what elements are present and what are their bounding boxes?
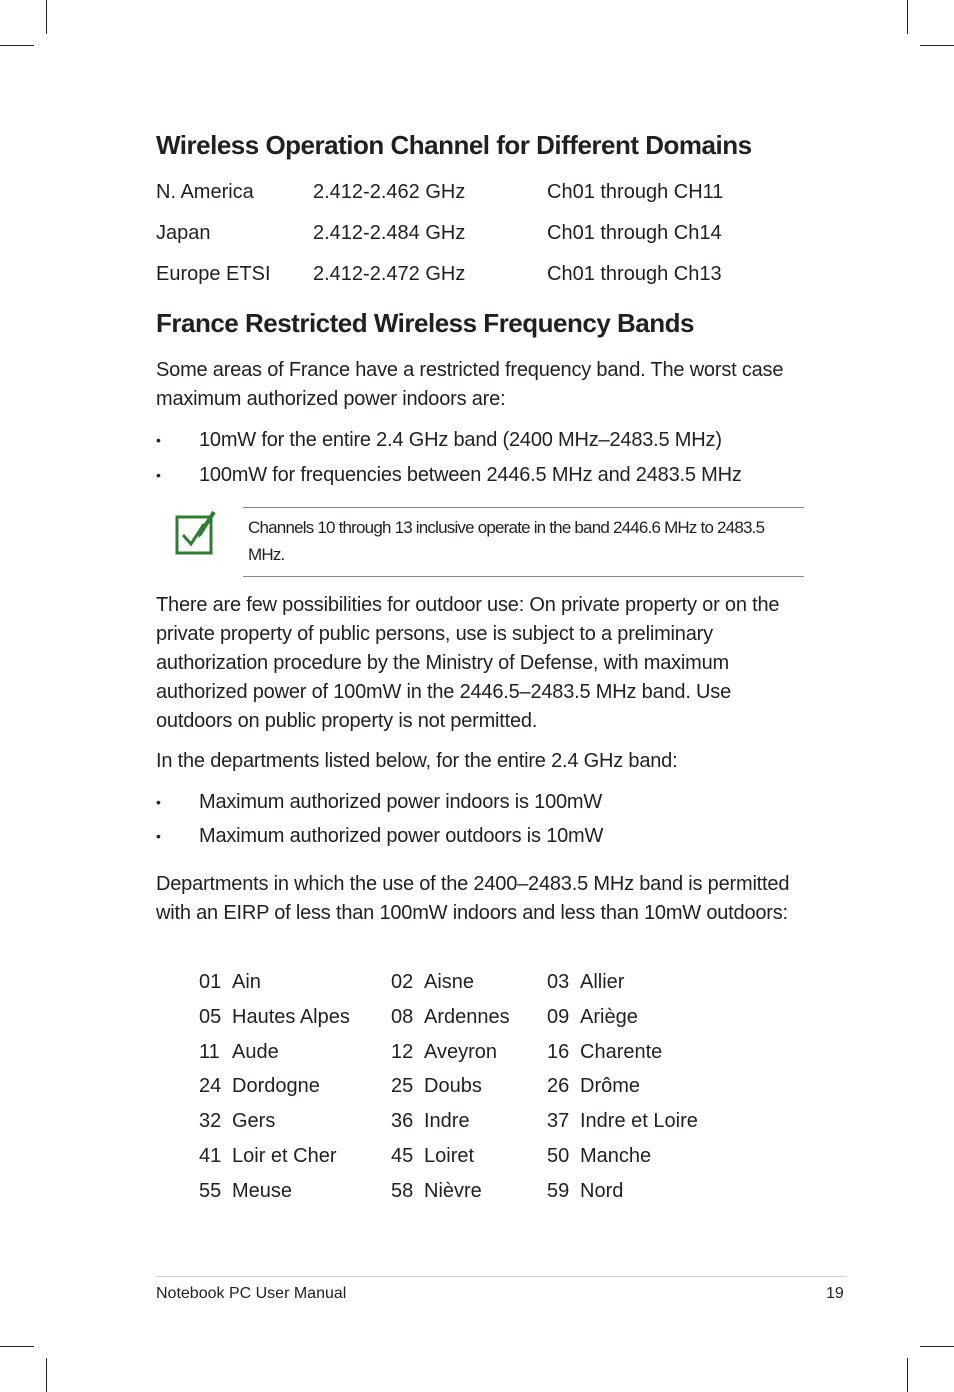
department-number: 08 [391,1005,414,1028]
department-number: 55 [199,1179,222,1202]
department-number: 26 [547,1075,570,1098]
bullet-text: Maximum authorized power outdoors is 10mW [199,825,604,847]
department-number: 25 [391,1075,414,1098]
bullet-dot: • [156,794,161,810]
department-name: Hautes Alpes [232,1005,350,1028]
intro-paragraph: Some areas of France have a restricted frequency band. The worst case maximum authorized power indoors are: [156,359,784,410]
department-name: Loiret [424,1145,475,1167]
domain-channels: Ch01 through Ch13 [547,263,722,285]
department-name: Dordogne [232,1075,320,1098]
department-number: 09 [547,1005,570,1028]
note-pencil-icon [174,508,216,556]
page-number: 19 [826,1285,844,1302]
domain-frequency: 2.412-2.472 GHz [313,263,466,285]
department-name: Gers [232,1110,276,1133]
department-number: 24 [199,1075,222,1098]
bullet-dot: • [156,432,161,448]
department-number: 59 [547,1179,570,1202]
department-number: 45 [391,1145,414,1167]
crop-mark [920,45,954,46]
department-number: 50 [547,1145,570,1167]
crop-mark [920,1346,954,1347]
department-name: Charente [580,1040,663,1063]
department-name: Ariège [580,1005,638,1028]
domain-region: Japan [156,222,211,244]
crop-mark [46,0,47,34]
domain-channels: Ch01 through Ch14 [547,222,722,244]
departments-intro: In the departments listed below, for the entire 2.4 GHz band: [156,750,678,772]
crop-mark [0,45,34,46]
department-number: 58 [391,1179,414,1202]
department-name: Drôme [580,1075,641,1098]
department-number: 41 [199,1145,222,1167]
department-number: 01 [199,971,222,993]
department-name: Aude [232,1040,279,1063]
department-name: Indre [424,1110,470,1133]
domain-channels: Ch01 through CH11 [547,181,724,203]
department-number: 32 [199,1110,222,1133]
department-name: Aveyron [424,1040,498,1063]
note-box [243,507,804,577]
bullet-text: 10mW for the entire 2.4 GHz band (2400 MHz–2483.5 MHz) [199,429,722,451]
department-number: 02 [391,971,414,993]
department-name: Doubs [424,1075,482,1098]
department-number: 36 [391,1110,414,1133]
heading-wireless-channels: Wireless Operation Channel for Different Domains [156,130,752,160]
crop-mark [907,0,908,34]
department-number: 03 [547,971,570,993]
footer-divider [156,1276,847,1277]
domain-region: Europe ETSI [156,263,271,285]
domain-frequency: 2.412-2.484 GHz [313,222,466,244]
note-text: Channels 10 through 13 inclusive operate in the band 2446.6 MHz to 2483.5 MHz. [248,518,765,564]
crop-mark [907,1358,908,1392]
domain-region: N. America [156,181,254,203]
bullet-dot: • [156,828,161,844]
department-name: Ardennes [424,1005,510,1028]
departments-paragraph: Departments in which the use of the 2400–2483.5 MHz band is permitted with an EIRP of less than 100mW indoors and less than 10mW outdoors: [156,873,790,924]
department-name: Ain [232,971,261,993]
heading-france-bands: France Restricted Wireless Frequency Bands [156,308,694,338]
outdoor-paragraph: There are few possibilities for outdoor use: On private property or on the private property of public persons, use is subject to a preliminary authorization procedure by the Ministry of Defense, with maximum authorized power of 100mW in the 2446.5–2483.5 MHz band. Use outdoors on public property is not permitted. [156,594,780,732]
bullet-dot: • [156,467,161,483]
bullet-text: 100mW for frequencies between 2446.5 MHz and 2483.5 MHz [199,464,742,486]
bullet-text: Maximum authorized power indoors is 100mW [199,791,603,813]
department-number: 11 [199,1040,220,1063]
department-name: Loir et Cher [232,1145,337,1167]
department-name: Manche [580,1145,652,1167]
department-name: Nord [580,1179,624,1202]
department-number: 16 [547,1040,570,1063]
department-number: 05 [199,1005,222,1028]
department-number: 37 [547,1110,570,1133]
crop-mark [0,1346,34,1347]
footer-title: Notebook PC User Manual [156,1285,347,1302]
department-name: Aisne [424,971,475,993]
department-number: 12 [391,1040,414,1063]
department-name: Nièvre [424,1179,482,1202]
department-name: Indre et Loire [580,1110,698,1133]
domain-frequency: 2.412-2.462 GHz [313,181,466,203]
crop-mark [46,1358,47,1392]
department-name: Meuse [232,1179,293,1202]
department-name: Allier [580,971,625,993]
